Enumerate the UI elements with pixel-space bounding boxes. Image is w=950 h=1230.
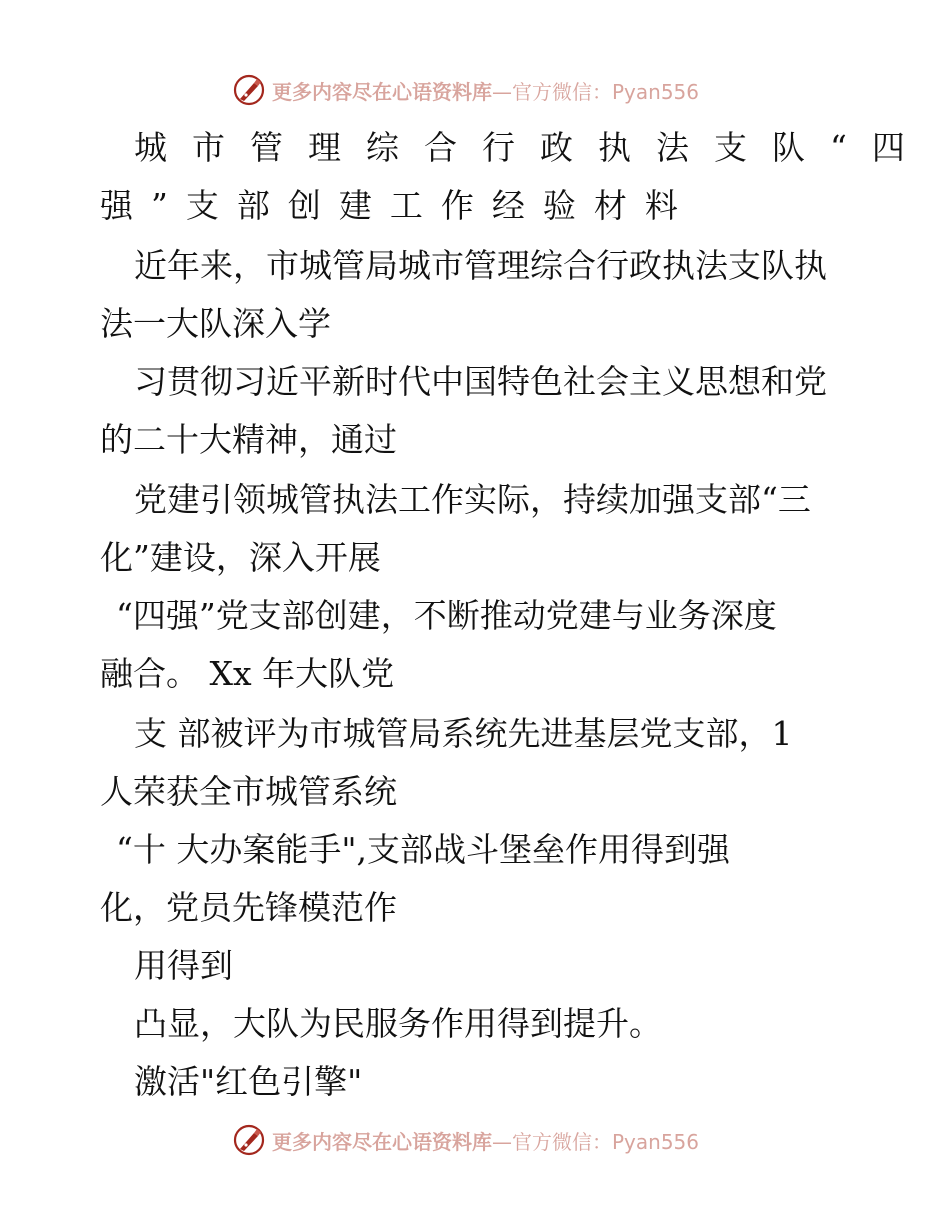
pen-nib-logo-icon xyxy=(232,1123,266,1157)
body-text-line: “十 大办案能手",支部战斗堡垒作用得到强 xyxy=(116,830,731,869)
header-watermark-banner xyxy=(232,70,712,110)
header-brand-text: 更多内容尽在心语资料库 xyxy=(272,79,492,104)
body-text-line: 融合。 Xx 年大队党 xyxy=(100,654,395,693)
body-text-line: 化”建设，深入开展 xyxy=(100,538,381,577)
body-text-line: 化，党员先锋模范作 xyxy=(100,888,397,927)
body-text-line: 用得到 xyxy=(134,946,233,985)
footer-watermark-banner xyxy=(232,1120,712,1160)
pen-nib-logo-icon xyxy=(232,73,266,107)
body-text-line: 近年来，市城管局城市管理综合行政执法支队执 xyxy=(134,246,827,285)
body-text-line: “四强”党支部创建，不断推动党建与业务深度 xyxy=(116,596,777,635)
header-contact-text: —官方微信：Pyan556 xyxy=(492,79,700,104)
body-text-line: 人荣获全市城管系统 xyxy=(100,772,397,811)
footer-contact-text: —官方微信：Pyan556 xyxy=(492,1129,700,1154)
body-text-line: 凸显，大队为民服务作用得到提升。 xyxy=(134,1004,662,1043)
body-text-line: 支 部被评为市城管局系统先进基层党支部，1 xyxy=(134,714,793,753)
body-text-line: 的二十大精神，通过 xyxy=(100,420,397,459)
document-title-line-2: 强”支部创建工作经验材料 xyxy=(100,186,696,225)
document-title-line-1: 城市管理综合行政执法支队“四 xyxy=(134,128,930,167)
footer-brand-text: 更多内容尽在心语资料库 xyxy=(272,1129,492,1154)
body-text-line: 党建引领城管执法工作实际，持续加强支部“三 xyxy=(134,480,811,519)
section-heading-line: 激活"红色引擎" xyxy=(134,1062,363,1101)
body-text-line: 习贯彻习近平新时代中国特色社会主义思想和党 xyxy=(134,362,827,401)
body-text-line: 法一大队深入学 xyxy=(100,304,331,343)
